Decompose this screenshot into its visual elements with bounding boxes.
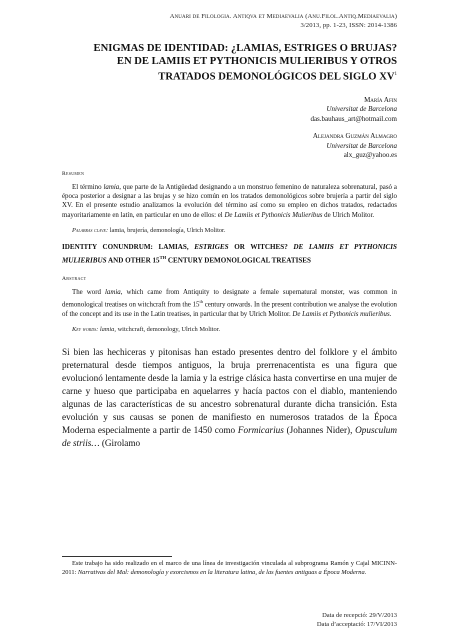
journal-issue: 3/2013, pp. 1-23, ISSN: 2014-1386 xyxy=(300,22,397,29)
body-part: (Johannes Nider), xyxy=(283,425,356,436)
en-title-part: CENTURY DEMONOLOGICAL TREATISES xyxy=(166,256,311,265)
footnote-part: Este trabajo ha sido realizado en el marco de una línea de investigación vinculada al subprograma Ramón y Cajal MICINN-2011: xyxy=(62,560,397,576)
title-line-3 xyxy=(62,68,397,84)
date-received: Data de recepció: 29/V/2013 xyxy=(322,612,397,619)
author-institution: Universitat de Barcelona xyxy=(326,105,397,114)
resumen-text xyxy=(62,183,397,221)
title-line-2: EN DE LAMIIS ET PYTHONICIS MULIERIBUS Y OTROS xyxy=(116,56,397,67)
english-title xyxy=(62,243,397,266)
key-words-label: Key words: xyxy=(72,326,99,334)
abstract-part: , which came from Antiquity to designate a female supernatural monster, was common in demonological treatises on witchcraft from the 15 xyxy=(62,288,397,309)
journal-name: Anuari de Filologia. Antiqva et Mediaevalia (Anu.Filol.Antiq.Mediaevalia) xyxy=(169,13,397,20)
body-part: Si bien las hechiceras y pitonisas han estado presentes dentro del folklore y el ámbito preternatural desde tiempos antiguos, la bruja prerrenacentista es una figura que evolucionó lentamente desde la lamia y la estrige clásica hasta convertirse en una mujer de carne y hueso que participaba en aquelarres y hacía pactos con el diablo, manteniendo algunas de las características de su ancestro sobrenatural durante dicha transición. Esta evolución y sus causas se ponen de manifiesto en numerosos tratados de la Época Moderna especialmente a partir de 1450 como xyxy=(62,347,397,436)
body-part: (Girolamo xyxy=(99,438,141,449)
resumen-part: , que parte de la Antigüedad designando a un monstruo femenino de naturaleza sobrenatural, pasó a época posterior a designar a las brujas y se hizo común en los tratados demonológicos sobre brujería a partir del siglo XV. En el presente estudio analizamos la evolución del término así como su empleo en dichos tratados, redactados mayoritariamente en latín, en particular en uno de ellos: el xyxy=(62,183,397,219)
footnote-divider xyxy=(62,556,172,557)
title-footnote-mark[interactable]: 1 xyxy=(394,72,397,77)
author-institution: Universitat de Barcelona xyxy=(326,141,397,150)
abstract-part: The word xyxy=(72,288,105,296)
key-words xyxy=(62,325,397,334)
resumen-term: lamia xyxy=(103,183,120,191)
footnote xyxy=(62,560,397,577)
en-title-part: ESTRIGES xyxy=(194,243,229,252)
body-work-title: Formicarius xyxy=(237,425,284,436)
author-name: Alejandra Guzmán Almagro xyxy=(312,132,397,141)
palabras-clave-values: lamia, brujería, demonología, Ulrich Molitor. xyxy=(108,227,226,235)
abstract-work-title: De Lamiis et Pythonicis mulieribus xyxy=(292,310,390,318)
footnote-italic: Narrativas del Mal: demonología y exorcismos en la literatura latina, de las fuentes antiguas a Época Moderna xyxy=(77,568,365,576)
key-words-values: , witchcraft, demonology, Ulrich Molitor. xyxy=(114,326,221,334)
en-title-part: AND OTHER 15 xyxy=(106,256,160,265)
date-accepted: Data d’acceptació: 17/VI/2013 xyxy=(316,620,397,628)
en-title-part: DE LAMIIS ET PYTHONICIS MULIERIBUS xyxy=(62,243,397,265)
body-work-title: Opusculum de striis… xyxy=(62,425,397,449)
body-paragraph xyxy=(62,346,397,450)
title-line-3-text: TRATADOS DEMONOLÓGICOS DEL SIGLO XV xyxy=(158,71,395,83)
resumen-work-title: De Lamiis et Pythonicis Mulieribus xyxy=(224,211,323,219)
resumen-part: de Ulrich Molitor. xyxy=(322,211,375,219)
authors xyxy=(62,96,397,161)
key-words-term: lamia xyxy=(98,326,115,334)
en-title-sup: TH xyxy=(159,254,167,260)
en-title-part: OR WITCHES? xyxy=(228,243,294,252)
footnote-part: . xyxy=(364,568,367,576)
abstract-term: lamia xyxy=(104,288,121,296)
palabras-clave xyxy=(62,226,397,235)
title-line-1: ENIGMAS DE IDENTIDAD: ¿LAMIAS, ESTRIGES O BRUJAS? xyxy=(93,43,397,54)
abstract-label: Abstract xyxy=(62,275,87,282)
abstract-part: . xyxy=(389,310,392,318)
abstract-text xyxy=(62,288,397,320)
resumen-part: El término xyxy=(72,183,104,191)
article-title xyxy=(62,42,397,84)
palabras-clave-label: Palabras clave: xyxy=(72,227,109,235)
article-dates xyxy=(317,612,397,629)
en-title-part: IDENTITY CONUNDRUM: LAMIAS, xyxy=(62,243,195,252)
abstract-sup: th xyxy=(199,299,203,305)
author-email[interactable]: alx_guz@yahoo.es xyxy=(343,151,397,160)
abstract-part: century onwards. In the present contribution we analyse the evolution of the concept and its use in the Latin treatises, in particular that by Ulrich Molitor. xyxy=(62,301,397,318)
journal-header xyxy=(62,12,397,30)
author-email[interactable]: das.bauhaus_art@hotmail.com xyxy=(310,114,397,123)
author-name: María Afin xyxy=(364,95,397,104)
resumen-label: Resumen xyxy=(62,170,85,177)
